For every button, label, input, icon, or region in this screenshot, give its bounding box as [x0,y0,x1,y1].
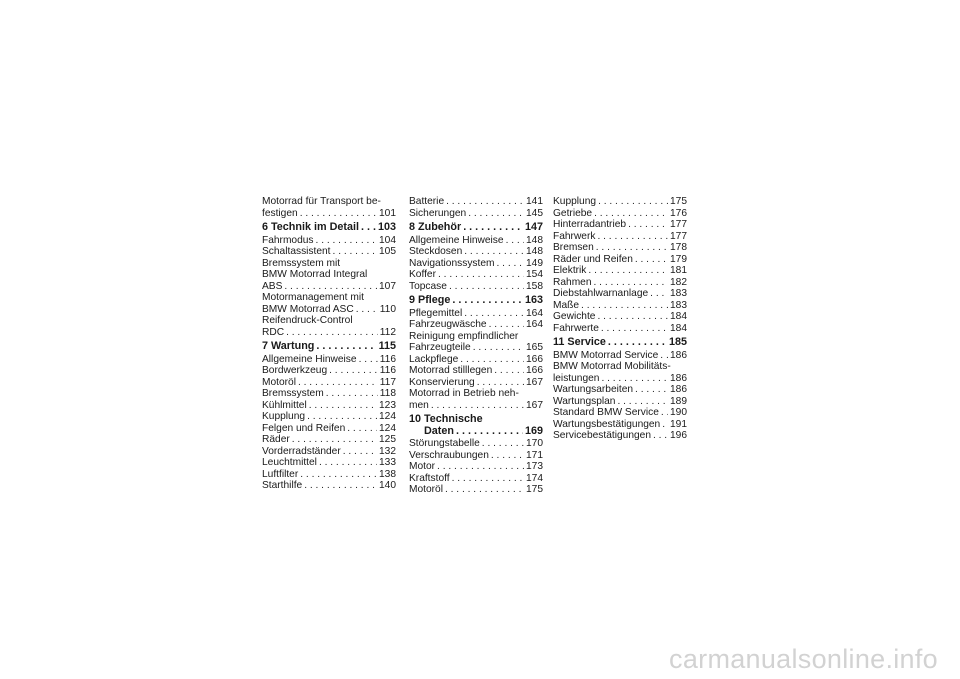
leader-dots [300,208,377,220]
chapter-page: 185 [668,336,687,348]
toc-column-2 [409,196,543,496]
leader-dots [601,323,668,335]
leader-dots [463,222,523,234]
toc-entry[interactable] [553,208,687,220]
leader-dots [359,354,378,366]
toc-chapter-6[interactable] [262,222,396,234]
toc-entry-page: 184 [670,311,687,322]
leader-dots [594,277,668,289]
toc-entry-page: 173 [526,461,543,472]
toc-entry[interactable] [262,434,396,446]
toc-entry-title: Kraftstoff [409,472,450,484]
toc-entry[interactable] [553,384,687,396]
leader-dots [464,246,524,258]
leader-dots [329,365,378,377]
toc-entry-page: 166 [526,365,543,376]
toc-entry[interactable] [262,281,396,293]
toc-entry[interactable] [262,411,396,423]
toc-entry-page: 190 [670,407,687,418]
toc-entry-page: 138 [379,468,396,480]
leader-dots [446,196,524,208]
toc-entry[interactable] [409,281,543,293]
toc-entry-page: 175 [526,484,543,495]
toc-entry-title: Fahrzeugwäsche [409,319,487,330]
toc-column-3 [553,196,687,442]
toc-entry-page: 145 [526,207,543,219]
toc-entry-page: 149 [526,257,543,269]
toc-entry-page: 133 [379,457,396,468]
toc-entry-title: Bremsen [553,242,594,253]
leader-dots [452,295,523,307]
leader-dots [460,354,524,366]
toc-entry[interactable] [409,438,543,450]
leader-dots [449,281,524,293]
toc-entry-page: 123 [379,399,396,411]
leader-dots [489,319,524,331]
toc-entry-title: Pflegemittel [409,307,463,319]
leader-dots [356,304,378,316]
toc-entry-page: 148 [526,246,543,257]
leader-dots [497,258,525,270]
toc-entry[interactable] [553,311,687,323]
toc-entry[interactable] [553,350,687,362]
leader-dots [581,300,668,312]
leader-dots [477,377,524,389]
toc-entry-page: 118 [379,388,396,399]
toc-entry-title: Wartungsarbeiten [553,384,634,395]
toc-entry[interactable] [409,308,543,320]
toc-entry[interactable] [553,419,687,431]
leader-dots [319,457,377,469]
toc-entry-title: Allgemeine Hinweise [409,234,504,246]
toc-entry[interactable] [409,473,543,485]
leader-dots [628,219,668,231]
toc-entry-title: Verschraubungen [409,449,489,461]
toc-entry[interactable] [553,219,687,231]
toc-entry-page: 141 [526,196,543,207]
toc-entry[interactable] [262,235,396,247]
toc-entry-page: 112 [379,326,396,338]
toc-entry-title: Fahrzeugteile [409,342,471,353]
toc-entry[interactable] [409,377,543,389]
toc-entry-title: Navigationssystem [409,257,495,269]
leader-dots [468,208,524,220]
leader-dots [601,373,668,385]
toc-entry[interactable] [553,373,687,385]
toc-entry-page: 132 [379,445,396,457]
leader-dots [660,350,668,362]
toc-chapter-7[interactable] [262,341,396,353]
toc-entry-title: Servicebestätigungen [553,430,651,441]
toc-entry[interactable] [409,461,543,473]
toc-entry[interactable] [409,319,543,331]
toc-entry-title: Kupplung [262,411,306,422]
toc-entry-page: 164 [526,307,543,319]
toc-entry-continued: BMW Motorrad Integral [262,269,368,280]
leader-dots [598,196,668,208]
toc-entry[interactable] [553,277,687,289]
leader-dots [316,235,377,247]
toc-entry-page: 176 [670,207,687,219]
chapter-title: 11 Service [553,336,606,348]
toc-entry-page: 148 [526,234,543,246]
toc-entry[interactable] [262,246,396,258]
toc-entry-continued: Motorrad für Transport be- [262,196,381,207]
leader-dots [347,423,377,435]
toc-entry[interactable] [262,365,396,377]
toc-entry[interactable] [262,457,396,469]
toc-entry-title: Kühlmittel [262,399,307,411]
leader-dots [597,231,668,243]
leader-dots [653,430,668,442]
toc-entry-title: Getriebe [553,207,593,219]
toc-entry-page: 158 [526,280,543,292]
toc-entry-title: Fahrmodus [262,234,314,246]
toc-entry-title: men [409,399,429,411]
leader-dots [506,235,524,247]
toc-entry-title: Steckdosen [409,246,463,257]
toc-entry-title: Topcase [409,280,447,292]
toc-entry[interactable] [553,254,687,266]
toc-entry-title: Leuchtmittel [262,457,317,468]
toc-entry-page: 140 [379,480,396,491]
toc-entry-title: Räder und Reifen [553,253,633,265]
toc-entry-page: 105 [379,246,396,257]
toc-entry-title: Kupplung [553,196,597,207]
toc-entry-title: ABS [262,280,283,292]
leader-dots [361,222,376,234]
toc-entry[interactable] [262,377,396,389]
leader-dots [309,400,377,412]
toc-entry-title: Diebstahlwarnanlage [553,288,649,299]
chapter-title: Daten [424,424,454,437]
toc-entry-title: Starthilfe [262,480,303,491]
toc-entry-title: Bremssystem [262,388,324,399]
toc-entry-title: Lackpflege [409,353,459,365]
chapter-page: 115 [378,340,396,352]
toc-entry-title: BMW Motorrad Service [553,349,659,361]
toc-entry-page: 167 [526,376,543,388]
toc-entry-title: Motoröl [409,484,443,495]
toc-entry[interactable] [409,258,543,270]
toc-entry-page: 178 [670,242,687,253]
toc-entry-title: Felgen und Reifen [262,422,346,434]
toc-entry-title: Fahrwerte [553,322,599,334]
toc-entry[interactable] [262,480,396,492]
toc-entry-title: Sicherungen [409,207,467,219]
toc-entry[interactable] [262,469,396,481]
toc-entry-title: Motorrad stilllegen [409,365,493,376]
toc-entry[interactable] [262,400,396,412]
toc-entry-title: Bordwerkzeug [262,365,328,376]
toc-entry-page: 196 [670,430,687,441]
watermark: carmanualsonline.info [669,644,938,674]
chapter-title: 9 Pflege [409,294,451,306]
toc-entry[interactable] [553,323,687,335]
toc-entry-page: 182 [670,276,687,288]
toc-entry[interactable] [409,246,543,258]
toc-entry-page: 189 [670,395,687,407]
leader-dots [650,288,668,300]
leader-dots [635,254,668,266]
toc-entry-page: 110 [379,303,396,315]
toc-entry[interactable] [553,288,687,300]
toc-entry-page: 116 [379,353,396,365]
toc-entry[interactable] [262,446,396,458]
toc-entry[interactable] [553,300,687,312]
toc-entry[interactable] [262,304,396,316]
toc-entry-title: Maße [553,299,580,311]
leader-dots [343,446,377,458]
chapter-page: 103 [377,221,396,233]
toc-entry[interactable] [409,208,543,220]
toc-entry-page: 124 [379,422,396,434]
toc-entry[interactable] [553,407,687,419]
toc-entry-title: Räder [262,434,290,445]
leader-dots [464,308,524,320]
toc-entry-page: 117 [379,376,396,388]
leader-dots [333,246,377,258]
toc-entry[interactable] [262,354,396,366]
toc-entry-title: festigen [262,207,298,219]
leader-dots [286,327,378,339]
leader-dots [437,461,524,473]
toc-entry[interactable] [262,388,396,400]
leader-dots [307,411,377,423]
toc-entry-page: 154 [526,269,543,280]
toc-entry-page: 171 [526,449,543,461]
toc-chapter-9[interactable] [409,295,543,307]
toc-entry-title: Luftfilter [262,468,299,480]
toc-entry-title: Koffer [409,269,436,280]
leader-dots [494,365,524,377]
leader-dots [491,450,524,462]
leader-dots [594,208,668,220]
toc-entry-page: 125 [379,434,396,445]
toc-entry[interactable] [409,484,543,496]
leader-dots [326,388,378,400]
toc-entry-page: 186 [670,372,687,384]
toc-entry-title: Fahrwerk [553,230,596,242]
toc-entry-title: Allgemeine Hinweise [262,353,357,365]
chapter-page: 147 [524,221,543,233]
toc-entry-title: Rahmen [553,276,592,288]
toc-entry-page: 166 [526,353,543,365]
leader-dots [473,342,524,354]
toc-entry-page: 174 [526,472,543,484]
leader-dots [284,281,377,293]
toc-entry-page: 181 [670,265,687,276]
toc-chapter-11[interactable] [553,337,687,349]
toc-entry-page: 101 [379,207,396,219]
toc-entry-page: 186 [670,384,687,395]
leader-dots [300,469,377,481]
toc-entry[interactable] [409,269,543,281]
toc-entry[interactable] [553,196,687,208]
leader-dots [588,265,668,277]
toc-entry-title: BMW Motorrad ASC [262,303,354,315]
leader-dots [597,311,668,323]
toc-entry[interactable] [553,430,687,442]
leader-dots [292,434,377,446]
toc-entry[interactable] [409,342,543,354]
toc-entry-continued: Bremssystem mit [262,257,341,269]
toc-entry-page: 164 [526,319,543,330]
toc-entry-title: Wartungsbestätigungen [553,418,661,430]
chapter-title: 6 Technik im Detail [262,221,360,233]
toc-entry-continued: Reinigung empfindlicher [409,330,519,342]
toc-chapter-10[interactable] [409,426,543,438]
toc-column-1 [262,196,396,492]
toc-entry-page: 124 [379,411,396,422]
leader-dots [456,426,523,438]
toc-entry[interactable] [553,242,687,254]
toc-entry-title: Elektrik [553,265,587,276]
toc-entry[interactable] [262,423,396,435]
toc-entry-continued: Reifendruck-Control [262,315,353,326]
toc-entry-title: Störungstabelle [409,438,480,449]
leader-dots [316,341,376,353]
toc-entry-page: 184 [670,322,687,334]
leader-dots [438,269,524,281]
toc-chapter-8[interactable] [409,222,543,234]
toc-entry-title: Motor [409,461,436,472]
chapter-title: 7 Wartung [262,340,315,352]
leader-dots [661,407,668,419]
toc-entry-page: 165 [526,342,543,353]
toc-entry-continued: BMW Motorrad Mobilitäts- [553,361,671,372]
toc-entry-page: 175 [670,196,687,207]
leader-dots [431,400,524,412]
toc-entry[interactable] [409,235,543,247]
toc-entry-title: Schaltassistent [262,246,331,257]
leader-dots [635,384,668,396]
chapter-page: 163 [524,294,543,306]
leader-dots [298,377,378,389]
toc-entry-page: 183 [670,299,687,311]
toc-entry-title: Batterie [409,196,445,207]
toc-entry-page: 170 [526,438,543,449]
toc-entry-page: 104 [379,234,396,246]
toc-entry-title: Konservierung [409,376,475,388]
toc-entry-page: 177 [670,219,687,230]
toc-entry-title: RDC [262,326,285,338]
leader-dots [596,242,668,254]
leader-dots [445,484,524,496]
toc-entry[interactable] [553,231,687,243]
leader-dots [452,473,524,485]
toc-entry[interactable] [409,400,543,412]
leader-dots [304,480,377,492]
leader-dots [662,419,668,431]
toc-entry-title: leistungen [553,372,600,384]
leader-dots [617,396,668,408]
toc-entry-page: 107 [379,280,396,292]
toc-entry-title: Wartungsplan [553,395,616,407]
toc-entry-title: Motoröl [262,376,296,388]
chapter-page: 169 [524,424,543,437]
toc-entry[interactable] [409,196,543,208]
toc-entry-title: Gewichte [553,311,596,322]
chapter-title: 8 Zubehör [409,221,462,233]
toc-entry-continued: Motormanagement mit [262,292,364,303]
toc-entry-page: 191 [670,418,687,430]
toc-entry-continued: Motorrad in Betrieb neh- [409,388,519,399]
leader-dots [482,438,524,450]
toc-entry[interactable] [409,365,543,377]
toc-entry[interactable] [409,354,543,366]
toc-entry-title: Vorderradständer [262,445,341,457]
toc-entry[interactable] [553,265,687,277]
toc-entry[interactable] [262,327,396,339]
toc-entry-page: 179 [670,253,687,265]
toc-entry[interactable] [553,396,687,408]
toc-entry-page: 183 [670,288,687,299]
toc-entry-title: Standard BMW Service [553,407,659,418]
toc-entry[interactable] [409,450,543,462]
toc-entry-page: 186 [670,349,687,361]
toc-entry-page: 167 [526,399,543,411]
toc-entry-title: Hinterradantrieb [553,219,627,230]
toc-entry-page: 116 [379,365,396,376]
toc-entry[interactable] [262,208,396,220]
chapter-title-line: 10 Technische [409,413,483,425]
toc-entry-page: 177 [670,230,687,242]
leader-dots [608,337,667,349]
